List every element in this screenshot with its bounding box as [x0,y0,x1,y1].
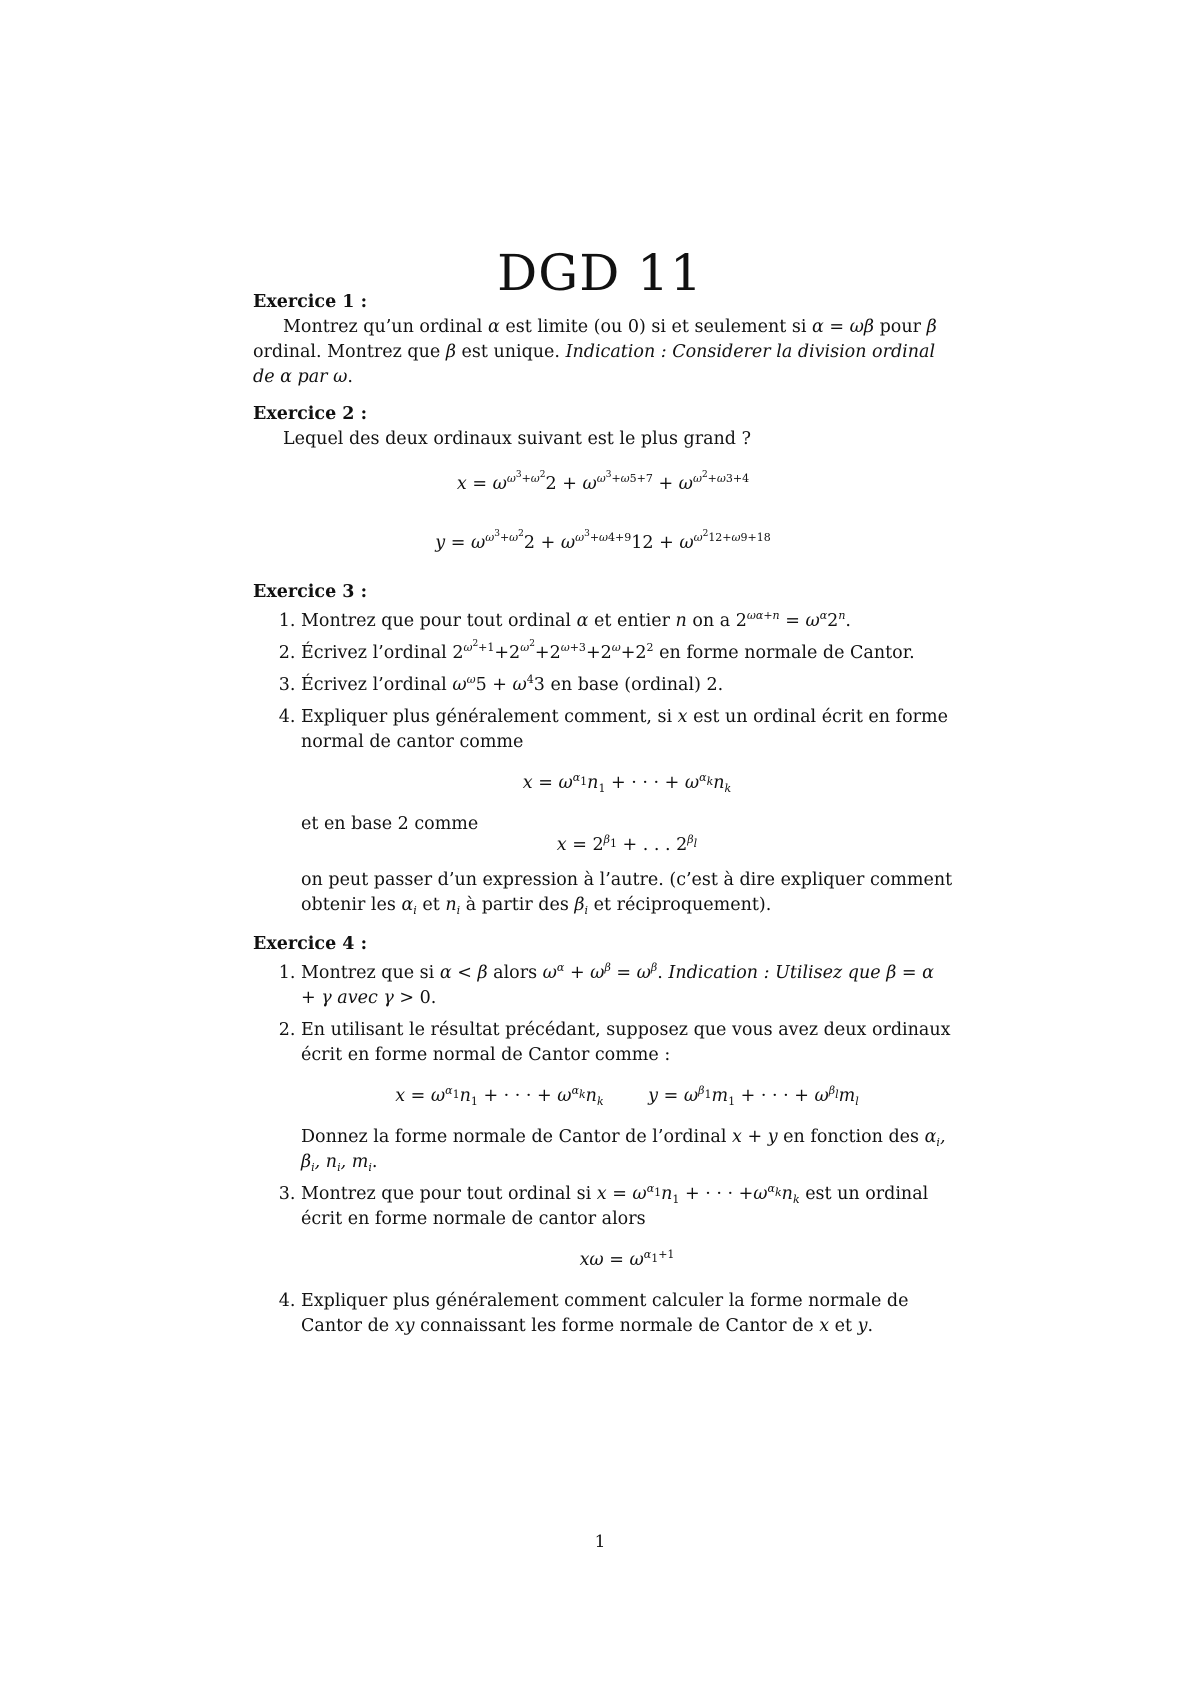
math-gamma-pos: γ > 0 [383,988,431,1008]
equation-cantor-normal: $x = \omega^{\alpha_1}n_1$ + · · · + $\omega^{\alpha_k}n_k$ [522,771,732,795]
ex4-item-2: 2. En utilisant le résultat précédant, supposez que vous avez deux ordinaux écrit en forme normal de Cantor comme : $x = \omega^{\alpha_1}n_1$ + · · · + $\omega^{\alpha_k}n_k$ $y = \omega^{\beta_1}m_1$ + · · · + $\omega^{\beta_l}m_l$ Donnez la forme normale de Cantor de l’ordinal x + y en fonction des $\alpha_i$, $\beta_i$, $n_i$, $m_i$. [301,1018,953,1175]
ex3-item-3 [301,673,953,698]
math-alpha: α [280,367,292,387]
math-beta-i: $\beta_i$ [574,895,589,917]
ex1-hint: par [297,367,328,387]
math-params: $\alpha_i$, $\beta_i$, $n_i$, $m_i$ [301,1127,946,1174]
math-absorption: $\omega^\alpha + \omega^\beta = \omega^\beta$ [542,961,658,983]
equation-x-y-cantor: $x = \omega^{\alpha_1}n_1$ + · · · + $\omega^{\alpha_k}n_k$ $y = \omega^{\beta_1}m_1$ + · · · + $\omega^{\beta_l}m_l$ [395,1084,859,1108]
ex3-text: et entier [594,611,670,631]
math-identity: $2^{\omega\alpha+n} = \omega^\alpha 2^n$ [735,609,846,631]
equation-x-omega: $x\omega = \omega^{\alpha_1+1}$ [579,1248,675,1270]
ex4-text: et [834,1316,853,1336]
ex4-item-1: 1. Montrez que si α < β alors $\omega^\alpha + \omega^\beta = \omega^\beta$. Indication : Utilisez que β = α + γ avec γ > 0. [301,961,953,1011]
equation-x: $x = \omega^{\omega^3+\omega^2}2 + \omega^{\omega^3+\omega 5+7} + \omega^{\omega^2+\omega 3+4}$ [456,470,750,494]
ex3-item-2 [301,641,953,666]
math-y: y [857,1316,868,1336]
ex1-text: Montrez qu’un ordinal [283,317,483,337]
ex4-text: Montrez que si [301,963,435,983]
ex4-item-3 [301,1182,953,1273]
ex1-text: ordinal. Montrez que [253,342,441,362]
math-xy: xy [394,1316,415,1336]
ex4-text: En utilisant le résultat précédant, supposez que vous avez deux ordinaux écrit en forme normal de Cantor comme : [301,1020,951,1065]
ex4-hint: avec [337,988,378,1008]
exercise-2 [253,402,953,556]
exercise-1 [253,290,953,390]
math-x: x [819,1316,830,1336]
ex4-text: Donnez la forme normale de Cantor de l’ordinal [301,1127,727,1147]
math-beta: β [445,342,456,362]
math-ordinal-expr: $2^{\omega^2+1}+2^{\omega^2}+2^{\omega+3}+2^\omega+2^2$ [452,639,654,663]
ex1-hint: Indication : Considerer la division ordinal de [253,342,936,387]
ex4-text: alors [493,963,538,983]
math-n-i: $n_i$ [445,895,461,917]
ex3-text: est un ordinal écrit en forme normal de cantor comme [301,707,948,752]
ex4-text: Expliquer plus généralement comment calculer la forme normale de Cantor de [301,1291,909,1336]
math-alpha: α [487,317,500,337]
ex4-text: connaissant les forme normale de Cantor de [420,1316,814,1336]
exercise-4-heading: Exercice 4 : [253,934,368,954]
math-ordinal-expr: $\omega^\omega 5 + \omega^43$ [452,673,545,695]
exercise-3-list [253,609,953,918]
ex4-text: est un ordinal écrit en forme normale de cantor alors [301,1184,929,1229]
ex3-text: Expliquer plus généralement comment, si [301,707,673,727]
math-alpha: α [576,611,589,631]
math-x-plus-y: x + y [732,1127,778,1147]
exercise-1-heading: Exercice 1 : [253,292,368,312]
math-n: n [675,611,687,631]
ex4-text: en fonction des [783,1127,919,1147]
exercise-4 [253,932,953,1346]
ex3-text: en base (ordinal) 2. [550,675,724,695]
exercise-2-heading: Exercice 2 : [253,404,368,424]
math-omega: ω [333,367,348,387]
ex3-text: à partir des [465,895,569,915]
exercise-1-body: Montrez qu’un ordinal α est limite (ou 0) si et seulement si α = ωβ pour β ordinal. Montrez que β est unique. Indication : Considerer la division ordinal de α par ω. [253,317,937,387]
ex3-text: en forme normale de Cantor. [659,643,915,663]
math-x-cantor: $x = \omega^{\alpha_1}n_1$ + · · · $+\omega^{\alpha_k}n_k$ [596,1182,800,1206]
ex1-text: pour [879,317,921,337]
ex3-text: on peut passer d’un expression à l’autre. (c’est à dire expliquer comment obtenir les [301,870,953,915]
exercise-4-list [253,961,953,1339]
ex3-text: et en base 2 comme [301,814,479,834]
math-beta: β [926,317,937,337]
exercise-3-heading: Exercice 3 : [253,582,368,602]
ex4-hint: Indication : Utilisez que [668,963,881,983]
ex3-text: Écrivez l’ordinal [301,643,447,663]
ex4-item-4: 4. Expliquer plus généralement comment calculer la forme normale de Cantor de xy connaissant les forme normale de Cantor de x et y. [301,1289,953,1339]
exercise-2-question: Lequel des deux ordinaux suivant est le plus grand ? [283,429,751,449]
ex3-text: Écrivez l’ordinal [301,675,447,695]
exercise-3 [253,580,953,925]
ex3-text: et réciproquement). [593,895,772,915]
ex1-text: est limite (ou 0) si et seulement si [505,317,807,337]
ex3-item-4 [301,705,953,918]
ex4-text: Montrez que pour tout ordinal si [301,1184,592,1204]
ex3-text: on a [692,611,731,631]
ex3-text: et [422,895,440,915]
ex3-text: Montrez que pour tout ordinal [301,611,572,631]
math-x: x [677,707,688,727]
equation-y: $y = \omega^{\omega^3+\omega^2}2 + \omega^{\omega^3+\omega 4+9}12 + \omega^{\omega^212+\omega 9+18}$ [435,529,771,553]
ex3-item-1: 1. Montrez que pour tout ordinal α et entier n on a $2^{\omega\alpha+n} = \omega^\alpha 2^n$. [301,609,953,634]
page-number: 1 [594,1532,606,1552]
equation-base-2: $x = 2^{\beta_1}$ + . . . $2^{\beta_l}$ [556,833,698,855]
math-beta-decomp: β = α + γ [301,963,934,1008]
math-alpha-eq: α = ωβ [812,317,875,337]
page-title: DGD 11 [497,244,703,302]
ex1-text: est unique. [461,342,560,362]
math-alpha-lt-beta: α < β [439,963,488,983]
math-alpha-i: $\alpha_i$ [401,895,417,917]
